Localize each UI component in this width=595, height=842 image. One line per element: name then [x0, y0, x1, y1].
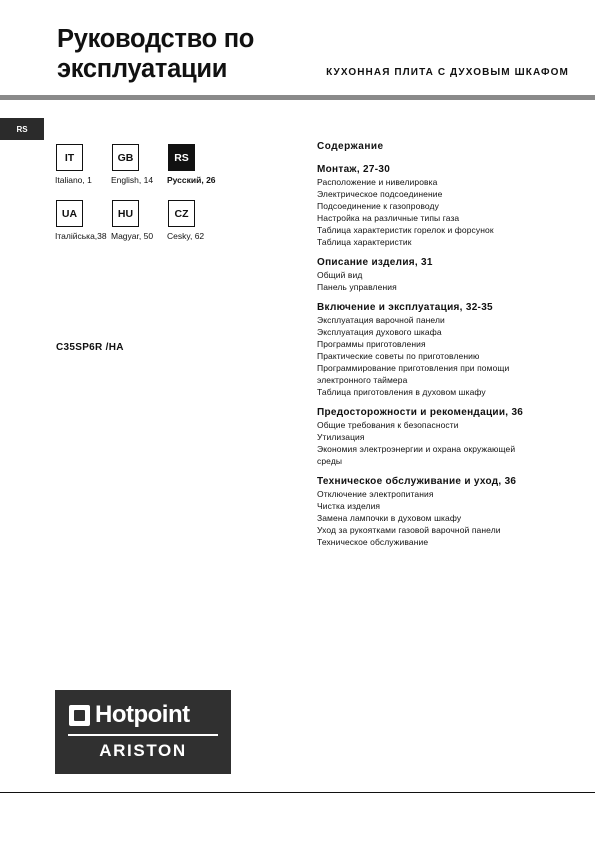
document-title	[57, 24, 254, 84]
language-item-rs[interactable]	[168, 144, 228, 185]
toc-heading: Содержание	[317, 141, 384, 152]
toc-item[interactable]: Электрическое подсоединение	[317, 189, 443, 199]
language-code-box[interactable]: UA	[56, 200, 83, 227]
toc-item[interactable]: Программирование приготовления при помощи	[317, 363, 510, 373]
language-side-tab: RS	[0, 118, 44, 140]
toc-item[interactable]: Программы приготовления	[317, 339, 426, 349]
product-subtitle: КУХОННАЯ ПЛИТА С ДУХОВЫМ ШКАФОМ	[326, 67, 569, 78]
language-item-it[interactable]	[56, 144, 116, 185]
language-caption-active: Русский, 26	[167, 175, 216, 185]
toc-item[interactable]: среды	[317, 456, 343, 466]
language-caption: Italiano, 1	[55, 175, 92, 185]
header-band	[0, 95, 595, 100]
title-line-2: эксплуатации	[57, 55, 228, 83]
toc-item[interactable]: Таблица приготовления в духовом шкафу	[317, 387, 486, 397]
toc-section-title[interactable]: Описание изделия, 31	[317, 257, 433, 268]
logo-square-icon	[69, 705, 90, 726]
language-code-box[interactable]: GB	[112, 144, 139, 171]
title-line-1: Руководство по	[57, 25, 255, 53]
toc-section-description	[317, 256, 557, 293]
toc-section-title[interactable]: Техническое обслуживание и уход, 36	[317, 476, 517, 487]
toc-section-precautions	[317, 406, 557, 467]
toc-item[interactable]: Эксплуатация духового шкафа	[317, 327, 442, 337]
toc-item[interactable]: Общий вид	[317, 270, 363, 280]
toc-section-installation	[317, 163, 557, 248]
language-item-hu[interactable]	[112, 200, 172, 241]
toc-item[interactable]: Замена лампочки в духовом шкафу	[317, 513, 462, 523]
toc-item[interactable]: Отключение электропитания	[317, 489, 434, 499]
language-selector	[56, 144, 276, 254]
toc-item[interactable]: Общие требования к безопасности	[317, 420, 459, 430]
toc-item[interactable]: Уход за рукоятками газовой варочной панели	[317, 525, 501, 535]
toc-item[interactable]: электронного таймера	[317, 375, 408, 385]
toc-item[interactable]: Панель управления	[317, 282, 397, 292]
toc-item[interactable]: Утилизация	[317, 432, 365, 442]
logo-brand-name: Hotpoint	[95, 701, 190, 728]
hotpoint-ariston-logo	[55, 690, 231, 774]
toc-section-title[interactable]: Монтаж, 27-30	[317, 164, 391, 175]
footer-rule	[0, 792, 595, 793]
toc-item[interactable]: Эксплуатация варочной панели	[317, 315, 445, 325]
toc-item[interactable]: Таблица характеристик	[317, 237, 412, 247]
toc-item[interactable]: Подсоединение к газопроводу	[317, 201, 439, 211]
logo-sub-brand: ARISTON	[99, 741, 187, 760]
toc-item[interactable]: Экономия электроэнергии и охрана окружающей	[317, 444, 516, 454]
language-code-box[interactable]: IT	[56, 144, 83, 171]
toc-section-title[interactable]: Предосторожности и рекомендации, 36	[317, 407, 524, 418]
toc-item[interactable]: Чистка изделия	[317, 501, 381, 511]
language-caption: English, 14	[111, 175, 154, 185]
table-of-contents	[317, 141, 557, 556]
toc-item[interactable]: Техническое обслуживание	[317, 537, 429, 547]
toc-item[interactable]: Таблица характеристик горелок и форсунок	[317, 225, 494, 235]
logo-divider	[68, 734, 218, 736]
language-caption: Cesky, 62	[167, 231, 205, 241]
language-caption: Італійська,38	[55, 231, 107, 241]
language-caption: Magyar, 50	[111, 231, 154, 241]
language-item-cz[interactable]	[168, 200, 228, 241]
toc-item[interactable]: Расположение и нивелировка	[317, 177, 438, 187]
toc-section-title[interactable]: Включение и эксплуатация, 32-35	[317, 302, 493, 313]
language-item-gb[interactable]	[112, 144, 172, 185]
toc-section-maintenance	[317, 475, 557, 548]
language-code-box-active[interactable]: RS	[168, 144, 195, 171]
toc-item[interactable]: Практические советы по приготовлению	[317, 351, 480, 361]
toc-item[interactable]: Настройка на различные типы газа	[317, 213, 460, 223]
toc-section-operation	[317, 301, 557, 398]
model-number: C35SP6R /HA	[56, 342, 124, 353]
language-item-ua[interactable]	[56, 200, 116, 241]
language-code-box[interactable]: HU	[112, 200, 139, 227]
language-code-box[interactable]: CZ	[168, 200, 195, 227]
